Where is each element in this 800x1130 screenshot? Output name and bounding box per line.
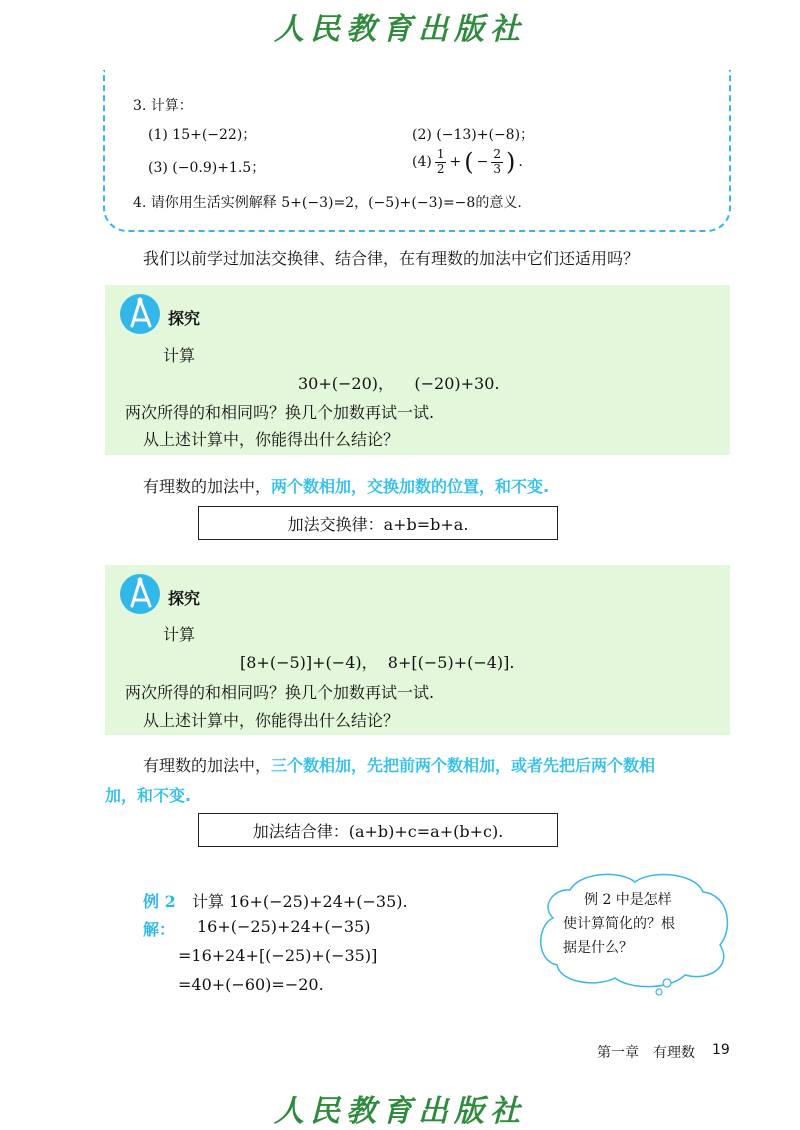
- close-paren: ): [505, 148, 516, 176]
- fraction-one-half: [435, 148, 447, 175]
- exercise-3-4-prefix: (4): [412, 154, 432, 170]
- open-paren: (: [464, 148, 474, 176]
- solution-line-2: =16+24+[(−25)+(−35)]: [178, 946, 378, 965]
- associative-highlight-1: 三个数相加，先把前两个数相加，或者先把后两个数相: [271, 756, 656, 775]
- explore-1-question-1: 两次所得的和相同吗？换几个加数再试一试.: [125, 403, 435, 422]
- example-label: 例 2: [143, 892, 176, 911]
- publisher-logo-top: 人民教育出版社: [274, 12, 526, 47]
- solution-line-3: =40+(−60)=−20.: [178, 975, 324, 994]
- compass-icon: [120, 294, 160, 334]
- publisher-logo-bottom: 人民教育出版社: [274, 1094, 526, 1129]
- associative-law: 加法结合律：(a+b)+c=a+(b+c).: [252, 821, 504, 841]
- solution-line-1: 16+(−25)+24+(−35): [197, 917, 371, 936]
- exercise-3-4: [412, 148, 523, 176]
- exercise-3-label: 3. 计算：: [133, 98, 193, 114]
- explore-1-compute: 计算: [163, 346, 196, 365]
- commutative-prefix: 有理数的加法中，: [143, 477, 272, 496]
- compass-icon: [120, 574, 160, 614]
- explore-1-expression: 30+(−20)， (−20)+30.: [298, 374, 500, 393]
- fraction-denominator: 3: [493, 161, 501, 176]
- thought-bubble-line-3: 据是什么？: [563, 940, 633, 956]
- exercise-3-1: (1) 15+(−22)；: [148, 127, 257, 143]
- fraction-denominator: 2: [436, 161, 445, 176]
- thought-bubble-line-1: 例 2 中是怎样: [584, 892, 672, 908]
- explore-2-compute: 计算: [163, 625, 196, 644]
- minus-sign: −: [476, 154, 489, 170]
- explore-title-2: 探究: [168, 589, 201, 608]
- exercise-4: 4. 请你用生活实例解释 5+(−3)=2，(−5)+(−3)=−8的意义.: [133, 195, 522, 211]
- solution-label: 解：: [143, 920, 176, 939]
- chapter-label: 第一章 有理数: [597, 1045, 695, 1061]
- associative-prefix: 有理数的加法中，: [143, 756, 272, 775]
- associative-statement-line-2: [105, 783, 191, 806]
- exercise-3-3: (3) (−0.9)+1.5；: [148, 160, 266, 176]
- thought-bubble-line-2: 使计算简化的？根: [563, 916, 675, 932]
- explore-2-question-2: 从上述计算中，你能得出什么结论？: [143, 711, 400, 730]
- explore-title-1: 探究: [168, 309, 201, 328]
- explore-2-question-1: 两次所得的和相同吗？换几个加数再试一试.: [125, 683, 435, 702]
- intro-paragraph: 我们以前学过加法交换律、结合律，在有理数的加法中它们还适用吗？: [143, 249, 640, 268]
- associative-statement-line-1: [143, 753, 655, 776]
- explore-1-question-2: 从上述计算中，你能得出什么结论？: [143, 430, 400, 449]
- fraction-numerator: 2: [493, 147, 501, 162]
- commutative-statement: [143, 474, 549, 497]
- commutative-law: 加法交换律：a+b=b+a.: [287, 514, 469, 534]
- commutative-law-box: [198, 506, 558, 540]
- associative-highlight-2: 加，和不变.: [105, 786, 192, 805]
- page-number: 19: [712, 1042, 730, 1058]
- example-problem: 计算 16+(−25)+24+(−35).: [192, 892, 408, 911]
- period: .: [518, 154, 523, 170]
- fraction-two-thirds: [491, 148, 503, 175]
- commutative-highlight: 两个数相加，交换加数的位置，和不变.: [271, 477, 550, 496]
- explore-2-expression: [8+(−5)]+(−4)， 8+[(−5)+(−4)].: [240, 653, 515, 672]
- associative-law-box: [198, 813, 558, 847]
- plus-sign: +: [449, 154, 462, 170]
- fraction-numerator: 1: [436, 147, 445, 162]
- exercise-3-2: (2) (−13)+(−8)；: [412, 127, 535, 143]
